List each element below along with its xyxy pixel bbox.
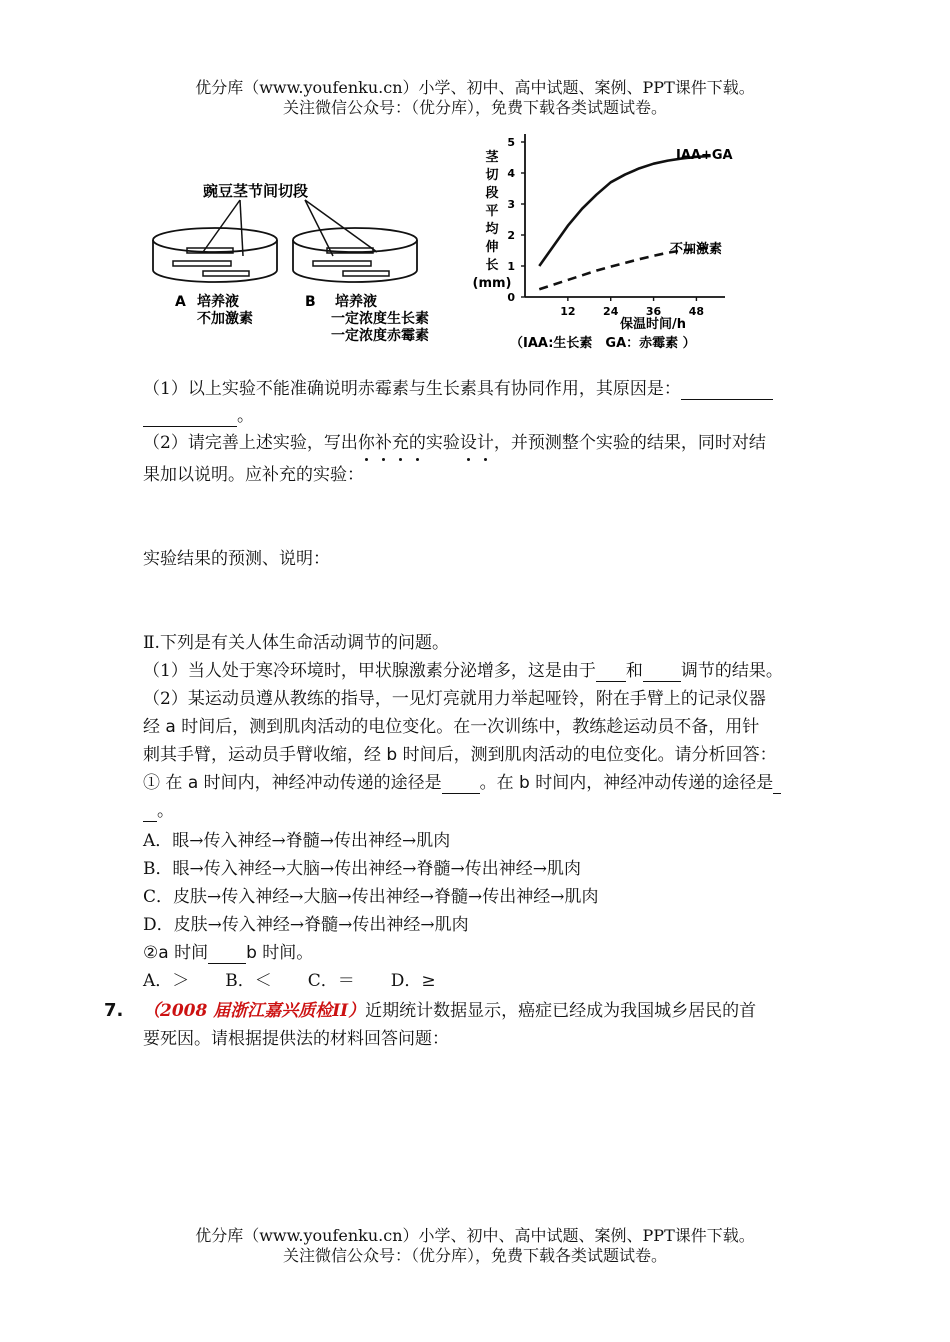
emphasis-char: 设 xyxy=(459,433,477,453)
sub1-end: 。 xyxy=(157,801,174,821)
sub2-blank[interactable] xyxy=(208,945,246,964)
sub2-c: 时间 xyxy=(168,943,209,963)
y-tick-label: 4 xyxy=(507,167,515,180)
part2-sub1-end xyxy=(143,800,174,822)
y-axis-label-char: 平 xyxy=(485,204,499,219)
q2-line-1 xyxy=(143,432,766,454)
y-tick-label: 0 xyxy=(507,291,515,304)
y-tick-label: 2 xyxy=(507,229,515,242)
q2-emphasis-1 xyxy=(358,433,426,453)
part2-q1-text-b: 和 xyxy=(625,661,643,681)
y-tick-label: 5 xyxy=(507,136,515,149)
question-7-source: （2008 届浙江嘉兴质检II） xyxy=(143,1001,366,1021)
sub2-options xyxy=(143,970,436,992)
part2-q1-blank-1[interactable] xyxy=(596,663,626,682)
option-c: C．皮肤→传入神经→大脑→传出神经→脊髓→传出神经→肌肉 xyxy=(143,887,599,907)
petri-dish-diagram xyxy=(145,170,475,350)
q1-end: 。 xyxy=(237,406,254,426)
series-label-iaa-ga: IAA+GA xyxy=(676,148,733,163)
y-axis-label xyxy=(473,149,512,291)
dish-b-label-1: 培养液 xyxy=(335,294,377,310)
part2-q1-blank-2[interactable] xyxy=(643,663,681,682)
part2-q2-l3-c: 时间后，测到肌肉活动的电位变化。请分析回答： xyxy=(397,745,777,765)
part2-q1 xyxy=(143,660,783,682)
y-axis-label-char: (mm) xyxy=(472,276,512,291)
sub1-blank-1[interactable] xyxy=(442,775,480,794)
part2-sub1 xyxy=(143,772,781,794)
sub1-c: 时间内，神经冲动传递的途径是 xyxy=(198,773,442,793)
y-tick-label: 3 xyxy=(507,198,515,211)
q1-text: （1）以上实验不能准确说明赤霉素与生长素具有协同作用，其原因是： xyxy=(143,379,681,399)
emphasis-char: 补 xyxy=(374,433,392,453)
x-axis-label: 保温时间/h xyxy=(620,317,687,332)
dish-a-letter: A xyxy=(175,294,186,310)
q2-line-2: 果加以说明。应补充的实验： xyxy=(143,465,364,485)
option-b: B．眼→传入神经→大脑→传出神经→脊髓→传出神经→肌肉 xyxy=(143,859,581,879)
page-header-line-1: 优分库（www.youfenku.cn）小学、初中、高中试题、案例、PPT课件下载。 xyxy=(195,78,755,97)
sub1-blank-2[interactable] xyxy=(773,775,781,794)
emphasis-char: 充 xyxy=(391,433,409,453)
growth-chart xyxy=(470,125,800,355)
dish-a-label-2: 不加激素 xyxy=(197,311,253,327)
sub1-var-b: b xyxy=(519,773,530,793)
q2-text-post: ，并预测整个实验的结果，同时对结 xyxy=(493,433,766,453)
page-footer-line-1: 优分库（www.youfenku.cn）小学、初中、高中试题、案例、PPT课件下载。 xyxy=(195,1226,755,1245)
x-tick-label: 48 xyxy=(688,305,705,318)
part2-q2-l3-a: 刺其手臂，运动员手臂收缩，经 xyxy=(143,745,387,765)
part2-q2-l2-c: 时间后，测到肌肉活动的电位变化。在一次训练中，教练趁运动员不备，用针 xyxy=(175,717,760,737)
sub1-a: ① 在 xyxy=(143,773,188,793)
chart-note: （IAA:生长素 GA：赤霉素 ） xyxy=(510,336,696,351)
emphasis-char: 计 xyxy=(476,433,494,453)
question-7-line-2: 要死因。请根据提供法的材料回答问题： xyxy=(143,1029,449,1049)
q1-line xyxy=(143,378,773,400)
dish-b-label-3: 一定浓度赤霉素 xyxy=(331,328,429,344)
q2-text-mid: 实验 xyxy=(425,433,460,453)
sub2-option-b: B．＜ xyxy=(225,971,272,991)
part2-q1-text-c: 调节的结果。 xyxy=(680,661,783,681)
part2-q2-l2-a: 经 xyxy=(143,717,166,737)
q2-text-pre: （2）请完善上述实验，写出 xyxy=(143,433,358,453)
sub1-d: 。在 xyxy=(479,773,520,793)
var-a: a xyxy=(165,717,176,737)
option-d: D．皮肤→传入神经→脊髓→传出神经→肌肉 xyxy=(143,915,469,935)
emphasis-char: 你 xyxy=(357,433,375,453)
question-7-line-1 xyxy=(143,1000,756,1022)
x-tick-label: 24 xyxy=(603,305,619,318)
q2-emphasis-2 xyxy=(460,433,494,453)
y-axis-label-char: 长 xyxy=(485,258,499,273)
y-axis-label-char: 切 xyxy=(485,168,499,183)
y-axis-label-char: 段 xyxy=(485,186,499,201)
part2-sub2 xyxy=(143,942,313,964)
part2-q2-line-2 xyxy=(143,716,759,738)
dish-b-letter: B xyxy=(305,294,316,310)
x-tick-label: 12 xyxy=(560,305,576,318)
q1-line-2 xyxy=(143,405,254,427)
sub2-e: 时间。 xyxy=(256,943,314,963)
part2-q1-text-a: （1）当人处于寒冷环境时，甲状腺激素分泌增多，这是由于 xyxy=(143,661,596,681)
sub2-a: ② xyxy=(143,943,159,963)
page-footer-line-2: 关注微信公众号：（优分库），免费下载各类试题试卷。 xyxy=(282,1246,667,1265)
var-b: b xyxy=(386,745,398,765)
sub2-var-b: b xyxy=(246,943,257,963)
y-axis-label-char: 茎 xyxy=(485,150,499,165)
part2-q2-line-3 xyxy=(143,744,777,766)
sub1-f: 时间内，神经冲动传递的途径是 xyxy=(529,773,774,793)
sub2-option-c: C．＝ xyxy=(307,971,355,991)
sub1-var-a: a xyxy=(187,773,199,793)
part2-q2-line-1: （2）某运动员遵从教练的指导，一见灯亮就用力举起哑铃，附在手臂上的记录仪器 xyxy=(143,689,766,709)
dish-b-label-2: 一定浓度生长素 xyxy=(331,311,429,327)
sub2-option-a: A．＞ xyxy=(143,971,190,991)
dish-a-label-1: 培养液 xyxy=(197,294,239,310)
x-tick-label: 36 xyxy=(645,305,662,318)
part2-title: Ⅱ.下列是有关人体生命活动调节的问题。 xyxy=(143,633,449,653)
dish-title: 豌豆茎节间切段 xyxy=(203,182,309,200)
q1-answer-blank-2[interactable] xyxy=(143,408,237,427)
emphasis-char: 的 xyxy=(408,433,426,453)
q2-result-label: 实验结果的预测、说明： xyxy=(143,549,330,569)
series-label-no-hormone: 不加激素 xyxy=(670,242,723,257)
option-a: A．眼→传入神经→脊髓→传出神经→肌肉 xyxy=(143,831,451,851)
question-7-text-1: 近期统计数据显示，癌症已经成为我国城乡居民的首 xyxy=(365,1001,757,1021)
question-7-number: 7. xyxy=(104,1000,124,1021)
y-axis-label-char: 伸 xyxy=(485,240,499,255)
sub2-var-a: a xyxy=(158,943,169,963)
sub2-option-d: D．≥ xyxy=(390,971,436,991)
y-axis-label-char: 均 xyxy=(485,222,499,237)
page-header-line-2: 关注微信公众号：（优分库），免费下载各类试题试卷。 xyxy=(282,98,667,117)
sub1-blank-2-cont[interactable] xyxy=(143,803,157,822)
y-tick-label: 1 xyxy=(507,260,515,273)
q1-answer-blank-1[interactable] xyxy=(681,381,773,400)
